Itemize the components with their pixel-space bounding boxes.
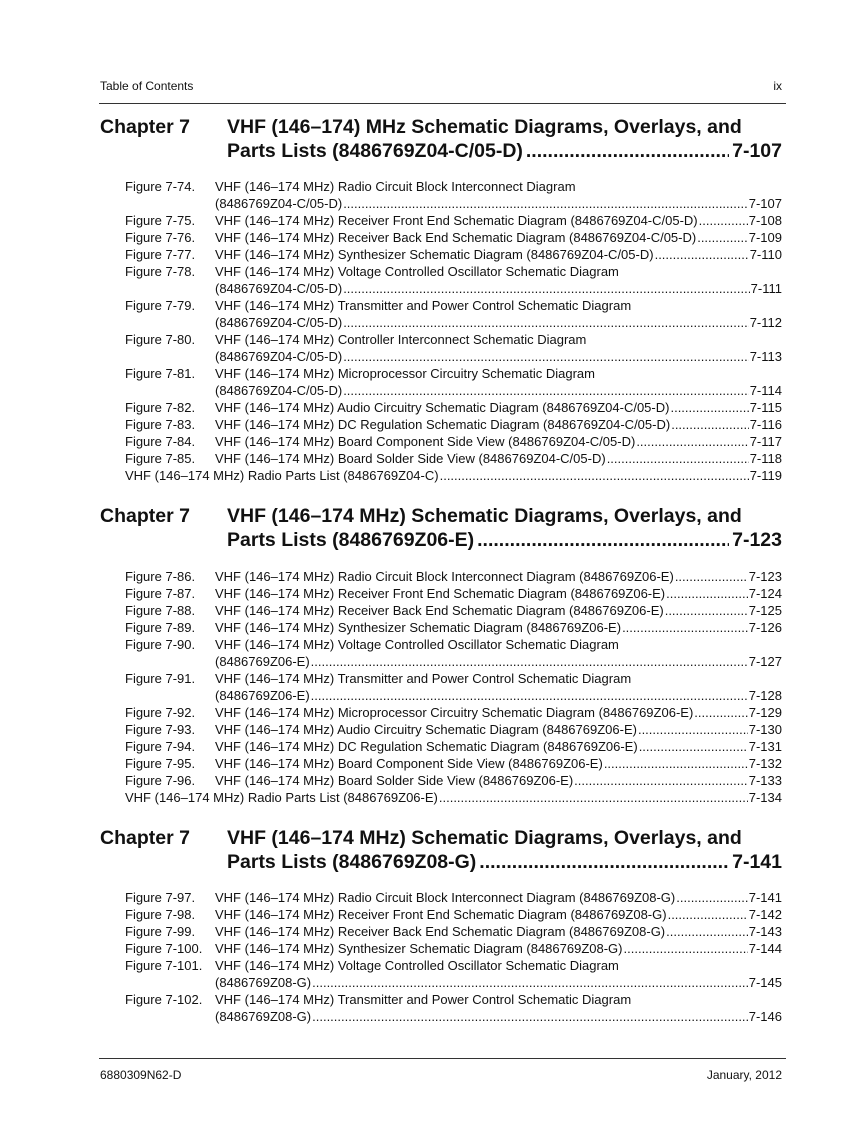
entry-title: VHF (146–174 MHz) Controller Interconnect Schematic Diagram xyxy=(215,332,587,347)
dot-leader xyxy=(665,602,748,619)
figure-label: Figure 7-80. xyxy=(125,332,196,347)
entry-page-number: 7-130 xyxy=(748,722,782,737)
entry-title: VHF (146–174 MHz) Synthesizer Schematic Diagram (8486769Z04-C/05-D) xyxy=(215,247,654,262)
toc-entry-continuation[interactable] xyxy=(100,382,782,399)
dot-leader xyxy=(694,704,747,721)
entry-row xyxy=(215,1008,782,1025)
toc-entry[interactable] xyxy=(100,940,782,957)
toc-entry[interactable] xyxy=(100,755,782,772)
figure-label: Figure 7-93. xyxy=(125,722,196,737)
dot-leader xyxy=(638,721,748,738)
entry-page-number: 7-129 xyxy=(748,705,782,720)
entry-page-number: 7-112 xyxy=(749,315,782,330)
dot-leader xyxy=(639,738,748,755)
entry-page-number: 7-108 xyxy=(748,213,782,228)
toc-entry[interactable] xyxy=(100,957,782,974)
toc-entry[interactable] xyxy=(100,889,782,906)
toc-entry[interactable] xyxy=(100,602,782,619)
toc-entry-list xyxy=(100,568,782,806)
dot-leader xyxy=(676,889,748,906)
dot-leader xyxy=(670,399,748,416)
entry-row xyxy=(215,923,782,940)
dot-leader xyxy=(477,529,729,552)
toc-entry-continuation[interactable] xyxy=(100,1008,782,1025)
toc-parts-list-entry[interactable] xyxy=(100,467,782,484)
toc-entry[interactable] xyxy=(100,721,782,738)
chapter-title-line1: VHF (146–174 MHz) Schematic Diagrams, Overlays, and xyxy=(227,827,742,849)
figure-label: Figure 7-82. xyxy=(125,400,196,415)
figure-label: Figure 7-95. xyxy=(125,756,196,771)
entry-title: VHF (146–174 MHz) Transmitter and Power Control Schematic Diagram xyxy=(215,671,632,686)
toc-entry-continuation[interactable] xyxy=(100,280,782,297)
dot-leader xyxy=(312,1008,748,1025)
toc-entry[interactable] xyxy=(100,365,782,382)
figure-label: Figure 7-96. xyxy=(125,773,196,788)
chapter-title-line2-row xyxy=(227,851,782,874)
entry-row xyxy=(215,314,782,331)
toc-entry[interactable] xyxy=(100,450,782,467)
dot-leader xyxy=(666,585,748,602)
entry-page-number: 7-110 xyxy=(749,247,782,262)
toc-entry[interactable] xyxy=(100,246,782,263)
entry-title-continued: (8486769Z04-C/05-D) xyxy=(215,383,343,398)
entry-row xyxy=(125,467,782,484)
footer-rule xyxy=(99,1058,786,1059)
entry-title-continued: (8486769Z04-C/05-D) xyxy=(215,281,343,296)
toc-entry[interactable] xyxy=(100,416,782,433)
entry-title-continued: (8486769Z08-G) xyxy=(215,1009,312,1024)
entry-row xyxy=(215,433,782,450)
entry-page-number: 7-114 xyxy=(749,383,782,398)
chapter-label: Chapter 7 xyxy=(100,827,190,849)
dot-leader xyxy=(343,195,748,212)
chapter-label: Chapter 7 xyxy=(100,505,190,527)
dot-leader xyxy=(675,568,748,585)
entry-title: VHF (146–174 MHz) Receiver Back End Schematic Diagram (8486769Z04-C/05-D) xyxy=(215,230,697,245)
entry-row xyxy=(215,991,782,1008)
entry-page-number: 7-134 xyxy=(748,790,782,805)
figure-label: Figure 7-75. xyxy=(125,213,196,228)
toc-entry[interactable] xyxy=(100,263,782,280)
toc-entry-continuation[interactable] xyxy=(100,195,782,212)
entry-row xyxy=(215,365,782,382)
toc-entry[interactable] xyxy=(100,178,782,195)
entry-row xyxy=(215,263,782,280)
entry-row xyxy=(215,940,782,957)
entry-title: VHF (146–174 MHz) Receiver Back End Schematic Diagram (8486769Z06-E) xyxy=(215,603,664,618)
chapter-title-line2: Parts Lists (8486769Z06-E) xyxy=(227,529,475,551)
entry-row xyxy=(215,636,782,653)
entry-row xyxy=(215,450,782,467)
entry-row xyxy=(215,348,782,365)
publication-date: January, 2012 xyxy=(706,1068,782,1082)
entry-row xyxy=(215,297,782,314)
entry-title: VHF (146–174 MHz) Board Solder Side View (8486769Z06-E) xyxy=(215,773,574,788)
toc-parts-list-entry[interactable] xyxy=(100,789,782,806)
entry-row xyxy=(215,738,782,755)
dot-leader xyxy=(697,229,748,246)
entry-page-number: 7-142 xyxy=(748,907,782,922)
toc-entry[interactable] xyxy=(100,738,782,755)
entry-row xyxy=(215,280,782,297)
running-header-page-number: ix xyxy=(773,79,782,93)
entry-title-continued: (8486769Z06-E) xyxy=(215,654,310,669)
figure-label: Figure 7-89. xyxy=(125,620,196,635)
entry-row xyxy=(215,721,782,738)
entry-title: VHF (146–174 MHz) Receiver Front End Schematic Diagram (8486769Z04-C/05-D) xyxy=(215,213,698,228)
figure-label: Figure 7-97. xyxy=(125,890,196,905)
figure-label: Figure 7-81. xyxy=(125,366,196,381)
figure-label: Figure 7-79. xyxy=(125,298,196,313)
entry-title: VHF (146–174 MHz) Radio Circuit Block Interconnect Diagram (8486769Z08-G) xyxy=(215,890,676,905)
dot-leader xyxy=(604,755,748,772)
figure-label: Figure 7-88. xyxy=(125,603,196,618)
dot-leader xyxy=(624,940,748,957)
entry-title: VHF (146–174 MHz) Receiver Back End Schematic Diagram (8486769Z08-G) xyxy=(215,924,666,939)
chapter-page-number: 7-107 xyxy=(732,140,782,162)
entry-title-continued: (8486769Z04-C/05-D) xyxy=(215,315,343,330)
entry-page-number: 7-111 xyxy=(750,281,782,296)
entry-title-continued: (8486769Z04-C/05-D) xyxy=(215,196,343,211)
entry-page-number: 7-133 xyxy=(748,773,782,788)
running-header-title: Table of Contents xyxy=(100,79,194,93)
chapter-title-line2-row xyxy=(227,529,782,552)
figure-label: Figure 7-76. xyxy=(125,230,196,245)
entry-row xyxy=(215,687,782,704)
toc-entry[interactable] xyxy=(100,991,782,1008)
dot-leader xyxy=(343,280,749,297)
entry-page-number: 7-107 xyxy=(748,196,782,211)
entry-page-number: 7-127 xyxy=(748,654,782,669)
entry-row xyxy=(215,602,782,619)
entry-title: VHF (146–174 MHz) DC Regulation Schematic Diagram (8486769Z04-C/05-D) xyxy=(215,417,671,432)
entry-title: VHF (146–174 MHz) Microprocessor Circuitry Schematic Diagram (8486769Z06-E) xyxy=(215,705,694,720)
entry-page-number: 7-141 xyxy=(748,890,782,905)
entry-row xyxy=(215,974,782,991)
entry-row xyxy=(215,246,782,263)
entry-title: VHF (146–174 MHz) Receiver Front End Schematic Diagram (8486769Z06-E) xyxy=(215,586,666,601)
entry-title: VHF (146–174 MHz) Voltage Controlled Oscillator Schematic Diagram xyxy=(215,264,619,279)
entry-page-number: 7-115 xyxy=(749,400,782,415)
toc-entry[interactable] xyxy=(100,772,782,789)
entry-title-continued: (8486769Z06-E) xyxy=(215,688,310,703)
toc-entry-continuation[interactable] xyxy=(100,687,782,704)
dot-leader xyxy=(526,140,729,163)
dot-leader xyxy=(312,974,748,991)
entry-row xyxy=(215,212,782,229)
entry-row xyxy=(215,619,782,636)
entry-title: VHF (146–174 MHz) Synthesizer Schematic Diagram (8486769Z06-E) xyxy=(215,620,622,635)
entry-row xyxy=(215,906,782,923)
dot-leader xyxy=(440,467,749,484)
dot-leader xyxy=(343,382,749,399)
entry-row xyxy=(125,789,782,806)
figure-label: Figure 7-101. xyxy=(125,958,203,973)
entry-row xyxy=(215,399,782,416)
dot-leader xyxy=(607,450,749,467)
chapter-label: Chapter 7 xyxy=(100,116,190,138)
entry-page-number: 7-123 xyxy=(748,569,782,584)
dot-leader xyxy=(479,851,729,874)
figure-label: Figure 7-98. xyxy=(125,907,196,922)
entry-page-number: 7-145 xyxy=(748,975,782,990)
dot-leader xyxy=(655,246,749,263)
entry-row xyxy=(215,382,782,399)
entry-title: VHF (146–174 MHz) DC Regulation Schematic Diagram (8486769Z06-E) xyxy=(215,739,638,754)
dot-leader xyxy=(699,212,748,229)
toc-entry-continuation[interactable] xyxy=(100,348,782,365)
entry-row xyxy=(215,653,782,670)
dot-leader xyxy=(311,687,748,704)
entry-title: VHF (146–174 MHz) Board Component Side View (8486769Z04-C/05-D) xyxy=(215,434,636,449)
entry-page-number: 7-132 xyxy=(748,756,782,771)
entry-row xyxy=(215,957,782,974)
figure-label: Figure 7-78. xyxy=(125,264,196,279)
figure-label: Figure 7-85. xyxy=(125,451,196,466)
toc-entry-list xyxy=(100,889,782,1025)
figure-label: Figure 7-84. xyxy=(125,434,196,449)
figure-label: Figure 7-102. xyxy=(125,992,203,1007)
toc-entry[interactable] xyxy=(100,704,782,721)
toc-entry[interactable] xyxy=(100,619,782,636)
chapter-title-line2: Parts Lists (8486769Z04-C/05-D) xyxy=(227,140,523,162)
entry-page-number: 7-128 xyxy=(748,688,782,703)
document-number: 6880309N62-D xyxy=(100,1068,182,1082)
entry-title-continued: (8486769Z04-C/05-D) xyxy=(215,349,343,364)
figure-label: Figure 7-74. xyxy=(125,179,196,194)
entry-row xyxy=(215,229,782,246)
entry-page-number: 7-124 xyxy=(748,586,782,601)
entry-row xyxy=(215,889,782,906)
entry-row xyxy=(215,670,782,687)
dot-leader xyxy=(671,416,749,433)
chapter-title-line2: Parts Lists (8486769Z08-G) xyxy=(227,851,477,873)
figure-label: Figure 7-90. xyxy=(125,637,196,652)
entry-title: VHF (146–174 MHz) Radio Parts List (8486769Z04-C) xyxy=(125,468,439,483)
entry-page-number: 7-119 xyxy=(749,468,782,483)
entry-page-number: 7-146 xyxy=(748,1009,782,1024)
dot-leader xyxy=(439,789,748,806)
dot-leader xyxy=(574,772,748,789)
figure-label: Figure 7-86. xyxy=(125,569,196,584)
entry-page-number: 7-126 xyxy=(748,620,782,635)
entry-title: VHF (146–174 MHz) Radio Parts List (8486769Z06-E) xyxy=(125,790,438,805)
entry-title: VHF (146–174 MHz) Synthesizer Schematic Diagram (8486769Z08-G) xyxy=(215,941,623,956)
toc-entry[interactable] xyxy=(100,670,782,687)
entry-page-number: 7-109 xyxy=(748,230,782,245)
entry-row xyxy=(215,755,782,772)
figure-label: Figure 7-83. xyxy=(125,417,196,432)
entry-row xyxy=(215,195,782,212)
entry-row xyxy=(215,772,782,789)
dot-leader xyxy=(343,348,749,365)
entry-title: VHF (146–174 MHz) Voltage Controlled Oscillator Schematic Diagram xyxy=(215,958,619,973)
toc-entry[interactable] xyxy=(100,331,782,348)
entry-title: VHF (146–174 MHz) Radio Circuit Block Interconnect Diagram xyxy=(215,179,576,194)
toc-entry[interactable] xyxy=(100,568,782,585)
figure-label: Figure 7-94. xyxy=(125,739,196,754)
chapter-page-number: 7-141 xyxy=(732,851,782,873)
dot-leader xyxy=(622,619,748,636)
entry-title: VHF (146–174 MHz) Microprocessor Circuitry Schematic Diagram xyxy=(215,366,595,381)
entry-page-number: 7-131 xyxy=(748,739,782,754)
entry-row xyxy=(215,704,782,721)
dot-leader xyxy=(311,653,748,670)
toc-entry[interactable] xyxy=(100,906,782,923)
chapter-page-number: 7-123 xyxy=(732,529,782,551)
entry-row xyxy=(215,331,782,348)
figure-label: Figure 7-92. xyxy=(125,705,196,720)
toc-entry[interactable] xyxy=(100,923,782,940)
entry-page-number: 7-118 xyxy=(749,451,782,466)
figure-label: Figure 7-99. xyxy=(125,924,196,939)
entry-title: VHF (146–174 MHz) Board Component Side View (8486769Z06-E) xyxy=(215,756,603,771)
chapter-title-line1: VHF (146–174) MHz Schematic Diagrams, Overlays, and xyxy=(227,116,742,138)
entry-page-number: 7-116 xyxy=(749,417,782,432)
entry-row xyxy=(215,178,782,195)
toc-entry[interactable] xyxy=(100,433,782,450)
figure-label: Figure 7-91. xyxy=(125,671,196,686)
entry-page-number: 7-113 xyxy=(749,349,782,364)
chapter-title-line2-row xyxy=(227,140,782,163)
figure-label: Figure 7-100. xyxy=(125,941,203,956)
header-rule xyxy=(99,103,786,104)
figure-label: Figure 7-77. xyxy=(125,247,196,262)
entry-title: VHF (146–174 MHz) Audio Circuitry Schematic Diagram (8486769Z04-C/05-D) xyxy=(215,400,670,415)
toc-entry[interactable] xyxy=(100,585,782,602)
toc-entry[interactable] xyxy=(100,399,782,416)
dot-leader xyxy=(668,906,748,923)
toc-entry[interactable] xyxy=(100,636,782,653)
dot-leader xyxy=(666,923,748,940)
entry-row xyxy=(215,416,782,433)
entry-page-number: 7-125 xyxy=(748,603,782,618)
entry-title: VHF (146–174 MHz) Transmitter and Power Control Schematic Diagram xyxy=(215,298,632,313)
dot-leader xyxy=(343,314,749,331)
entry-title: VHF (146–174 MHz) Board Solder Side View (8486769Z04-C/05-D) xyxy=(215,451,606,466)
entry-title: VHF (146–174 MHz) Receiver Front End Schematic Diagram (8486769Z08-G) xyxy=(215,907,667,922)
toc-entry[interactable] xyxy=(100,212,782,229)
entry-title: VHF (146–174 MHz) Voltage Controlled Oscillator Schematic Diagram xyxy=(215,637,619,652)
entry-page-number: 7-117 xyxy=(749,434,782,449)
entry-title: VHF (146–174 MHz) Transmitter and Power Control Schematic Diagram xyxy=(215,992,632,1007)
entry-page-number: 7-144 xyxy=(748,941,782,956)
toc-entry[interactable] xyxy=(100,229,782,246)
figure-label: Figure 7-87. xyxy=(125,586,196,601)
entry-title: VHF (146–174 MHz) Audio Circuitry Schematic Diagram (8486769Z06-E) xyxy=(215,722,637,737)
toc-entry-list xyxy=(100,178,782,484)
entry-row xyxy=(215,585,782,602)
chapter-title-line1: VHF (146–174 MHz) Schematic Diagrams, Overlays, and xyxy=(227,505,742,527)
entry-page-number: 7-143 xyxy=(748,924,782,939)
entry-title: VHF (146–174 MHz) Radio Circuit Block Interconnect Diagram (8486769Z06-E) xyxy=(215,569,674,584)
toc-entry[interactable] xyxy=(100,297,782,314)
toc-entry-continuation[interactable] xyxy=(100,974,782,991)
entry-row xyxy=(215,568,782,585)
entry-title-continued: (8486769Z08-G) xyxy=(215,975,312,990)
dot-leader xyxy=(636,433,748,450)
toc-entry-continuation[interactable] xyxy=(100,314,782,331)
toc-entry-continuation[interactable] xyxy=(100,653,782,670)
